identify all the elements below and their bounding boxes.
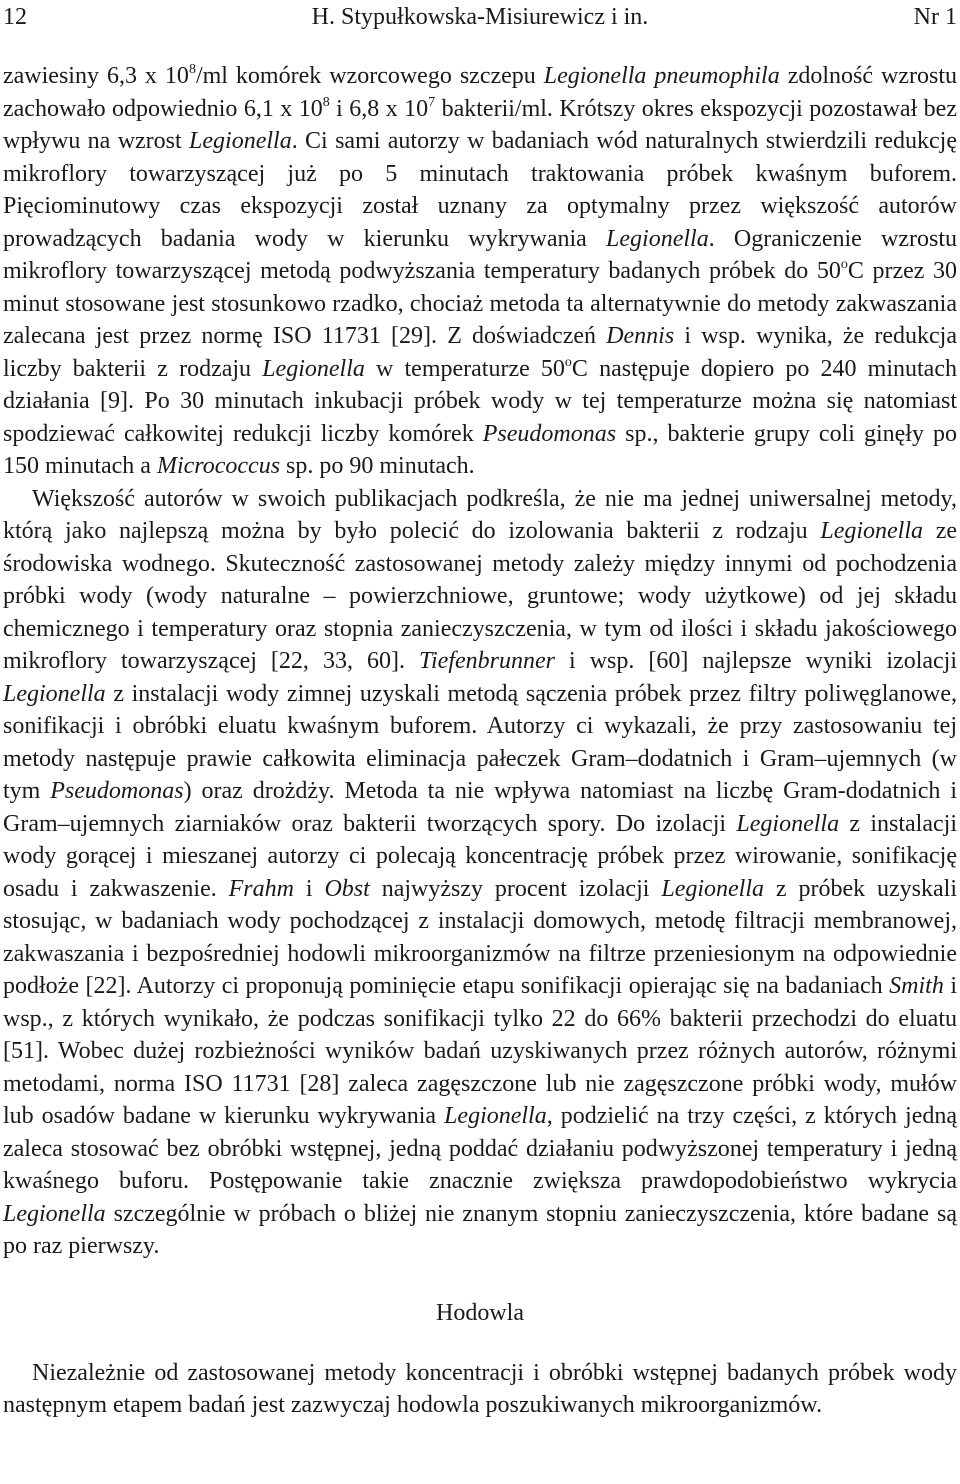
- species-name: Legionella: [189, 128, 292, 154]
- text-span: C następuje dopiero po 240 minutach działania [9]. Po 30 minutach inkubacji próbek wody w tej temperaturze można się natomiast spodziewać całkowitej redukcji liczby komórek: [3, 355, 957, 447]
- author-name: Smith: [889, 973, 944, 999]
- species-name: Pseudomonas: [50, 778, 184, 804]
- superscript: o: [564, 354, 572, 370]
- text-span: najwyższy procent izolacji: [369, 875, 662, 902]
- paragraph-1: [3, 60, 957, 483]
- text-span: i wsp., z których wynikało, że podczas sonifikacji tylko 22 do 66% bakterii przechodzi do eluatu [51]. Wobec dużej rozbieżności wyników badań uzyskiwanych przez różnych autorów, różnymi metodami, norma ISO 11731 [28] zaleca zagęszczone lub nie zagęszczone próbki wody, mułów lub osadów badane w kierunku wykrywania: [3, 973, 957, 1129]
- species-name: Legionella: [606, 225, 709, 252]
- author-name: Frahm: [228, 875, 294, 902]
- page: [3, 0, 957, 1422]
- author-name: Obst: [324, 875, 370, 902]
- text-span: Większość autorów w swoich publikacjach podkreśla, że nie ma jednej uniwersalnej metody, którą jako najlepszą można by było polecić do izolowania bakterii z rodzaju: [3, 485, 957, 544]
- species-name: Legionella: [444, 1103, 547, 1129]
- text-span: C przez 30 minut stosowane jest stosunkowo rzadko, chociaż metoda ta alternatywnie do metody zakwaszania zalecana jest przez normę ISO 11731 [29]. Z doświadczeń: [3, 258, 958, 349]
- text-span: . Ci sami autorzy w badaniach wód naturalnych stwierdzili redukcję mikroflory towarzyszącej już po 5 minutach traktowania próbek kwaśnym buforem. Pięciominutowy czas ekspozycji został uznany za optymalny przez większość autorów prowadzących badania wody w kierunku wykrywania: [3, 128, 957, 252]
- text-span: w temperaturze 50: [364, 355, 565, 382]
- text-span: sp., bakterie grupy coli ginęły po 150 minutach a: [3, 420, 958, 479]
- superscript: 8: [188, 62, 196, 77]
- text-span: z próbek uzyskali stosując, w badaniach wody pochodzącej z instalacji domowych, metodę filtracji membranowej, zakwaszania i bezpośredniej hodowli mikroorganizmów na filtrze przeniesionym na odpowiednie podłoże [22]. Autorzy ci proponują pominięcie etapu sonifikacji opierając się na badaniach: [3, 875, 958, 999]
- species-name: Legionella: [3, 680, 106, 707]
- species-name: Legionella: [736, 810, 840, 837]
- superscript: 8: [322, 94, 330, 110]
- species-name: Legionella: [3, 1200, 106, 1227]
- text-span: z instalacji wody zimnej uzyskali metodą sączenia próbek przez filtry poliwęglanowe, sonifikacji i obróbki eluatu kwaśnym buforem. Autorzy ci wykazali, że przy zastosowaniu tej metody następuje prawie całkowita eliminacja pałeczek Gram–dodatnich i Gram–ujemnych (w tym: [3, 680, 957, 804]
- text-span: ) oraz drożdży. Metoda ta nie wpływa natomiast na liczbę Gram-dodatnich i Gram–ujemnych ziarniaków oraz bakterii tworzących spory. Do izolacji: [3, 778, 957, 837]
- species-name: Micrococcus: [156, 453, 281, 479]
- species-name: Pseudomonas: [482, 420, 617, 447]
- text-span: szczególnie w próbach o bliżej nie znanym stopniu zanieczyszczenia, które badane są po raz pierwszy.: [3, 1200, 957, 1259]
- text-span: ze środowiska wodnego. Skuteczność zastosowanej metody zależy między innymi od pochodzenia próbki wody (wody naturalne – powierzchniowe, gruntowe; wody użytkowe) od jej składu chemicznego i temperatury oraz stopnia zanieczyszczenia, w tym od ilości i składu jakościowego mikroflory towarzyszącej [22, 33, 60].: [3, 518, 957, 674]
- section-heading: Hodowla: [436, 1299, 524, 1326]
- text-span: . Ograniczenie wzrostu mikroflory towarzyszącej metodą podwyższania temperatury badanych próbek do 50: [3, 225, 957, 284]
- article-body: [3, 60, 957, 1422]
- running-header: [3, 2, 957, 36]
- text-span: , podzielić na trzy części, z których jedną zaleca stosować bez obróbki wstępnej, jedną poddać działaniu podwyższonej temperatury i jedną kwaśnego buforu. Postępowanie takie znacznie zwiększa prawdopodobieństwo wykrycia: [3, 1103, 957, 1194]
- species-name: Legionella: [661, 875, 764, 902]
- author-name: Dennis: [606, 323, 675, 349]
- species-name: Legionella: [262, 355, 365, 382]
- superscript: 7: [428, 94, 436, 110]
- issue-number: Nr 1: [913, 4, 957, 30]
- text-span: bakterii/ml. Krótszy okres ekspozycji pozostawał bez wpływu na wzrost: [3, 95, 957, 154]
- running-title: H. Stypułkowska-Misiurewicz i in.: [311, 4, 649, 30]
- text-span: sp. po 90 minutach.: [280, 453, 475, 479]
- text-span: z instalacji wody gorącej i mieszanej autorzy ci polecają koncentrację próbek przez wirowanie, sonifikację osadu i zakwaszenie.: [3, 810, 957, 902]
- paragraph-2: [3, 483, 957, 1263]
- species-name: Legionella pneumophila: [543, 63, 780, 89]
- author-name: Tiefenbrunner: [418, 648, 555, 674]
- species-name: Legionella: [820, 518, 923, 544]
- text-span: i 6,8 x 10: [329, 95, 429, 122]
- text-span: zawiesiny 6,3 x 10: [3, 63, 189, 89]
- superscript: o: [840, 257, 848, 272]
- text-span: /ml komórek wzorcowego szczepu: [195, 63, 544, 89]
- text-span: i wsp. wynika, że redukcja liczby bakterii z rodzaju: [3, 323, 958, 382]
- page-number: 12: [3, 4, 27, 30]
- text-span: zdolność wzrostu zachowało odpowiednio 6,1 x 10: [3, 63, 958, 122]
- text-span: Niezależnie od zastosowanej metody koncentracji i obróbki wstępnej badanych próbek wody następnym etapem badań jest zazwyczaj hodowla poszukiwanych mikroorganizmów.: [3, 1359, 957, 1418]
- paragraph-3: [3, 1357, 957, 1422]
- text-span: i wsp. [60] najlepsze wyniki izolacji: [554, 648, 958, 674]
- text-span: i: [293, 875, 325, 902]
